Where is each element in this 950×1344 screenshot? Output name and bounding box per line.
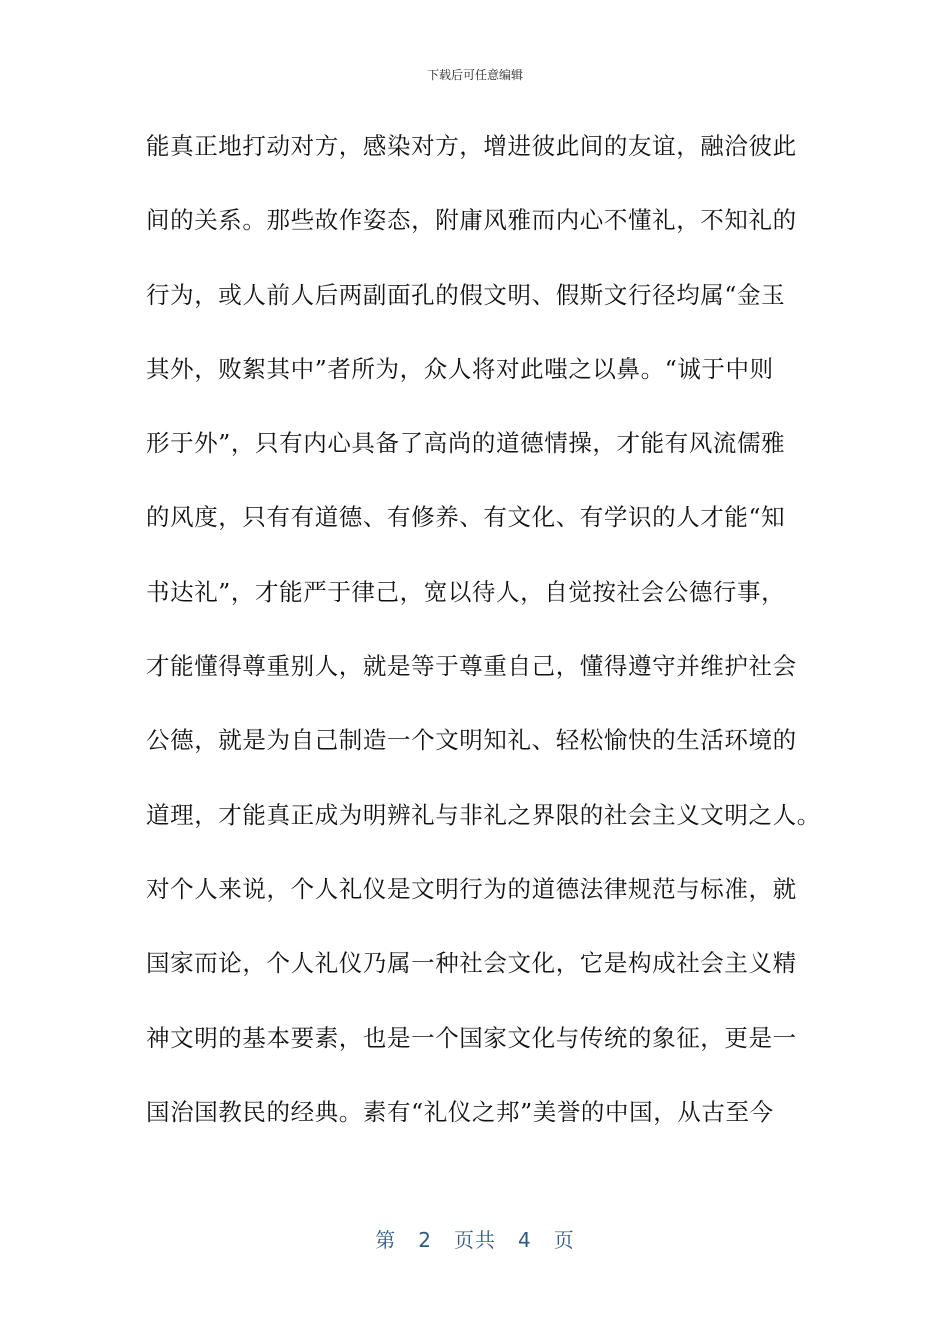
body-line-2: 间的关系。那些故作姿态，附庸风雅而内心不懂礼，不知礼的 bbox=[146, 206, 797, 235]
footer-middle: 页共 bbox=[454, 1228, 496, 1252]
page-footer bbox=[0, 1224, 950, 1253]
footer-suffix: 页 bbox=[553, 1228, 575, 1252]
document-body bbox=[146, 124, 836, 1164]
body-line-13: 神文明的基本要素，也是一个国家文化与传统的象征，更是一 bbox=[146, 1023, 797, 1052]
body-line-8: 才能懂得尊重别人，就是等于尊重自己，懂得遵守并维护社会 bbox=[146, 652, 797, 681]
body-line-6: 的风度，只有有道德、有修养、有文化、有学识的人才能“知 bbox=[146, 503, 786, 532]
body-line-7: 书达礼”，才能严于律己，宽以待人，自觉按社会公德行事， bbox=[146, 577, 786, 606]
body-line-11: 对个人来说，个人礼仪是文明行为的道德法律规范与标准，就 bbox=[146, 874, 797, 903]
body-line-1: 能真正地打动对方，感染对方，增进彼此间的友谊，融洽彼此 bbox=[146, 132, 797, 160]
footer-prefix: 第 bbox=[375, 1228, 397, 1252]
body-line-9: 公德，就是为自己制造一个文明知礼、轻松愉快的生活环境的 bbox=[146, 726, 797, 755]
body-line-10: 道理，才能真正成为明辨礼与非礼之界限的社会主义文明之人。 bbox=[146, 800, 821, 829]
body-line-12: 国家而论，个人礼仪乃属一种社会文化，它是构成社会主义精 bbox=[146, 949, 797, 978]
body-line-4: 其外，败絮其中”者所为，众人将对此嗤之以鼻。“诚于中则 bbox=[146, 354, 774, 383]
footer-current-page: 2 bbox=[418, 1228, 432, 1252]
body-line-5: 形于外”，只有内心具备了高尚的道德情操，才能有风流儒雅 bbox=[146, 429, 786, 458]
footer-total-pages: 4 bbox=[518, 1228, 532, 1252]
body-line-14: 国治国教民的经典。素有“礼仪之邦”美誉的中国，从古至今 bbox=[146, 1097, 774, 1126]
body-line-3: 行为，或人前人后两副面孔的假文明、假斯文行径均属“金玉 bbox=[146, 280, 786, 309]
page-header-note: 下载后可任意编辑 bbox=[426, 68, 523, 82]
